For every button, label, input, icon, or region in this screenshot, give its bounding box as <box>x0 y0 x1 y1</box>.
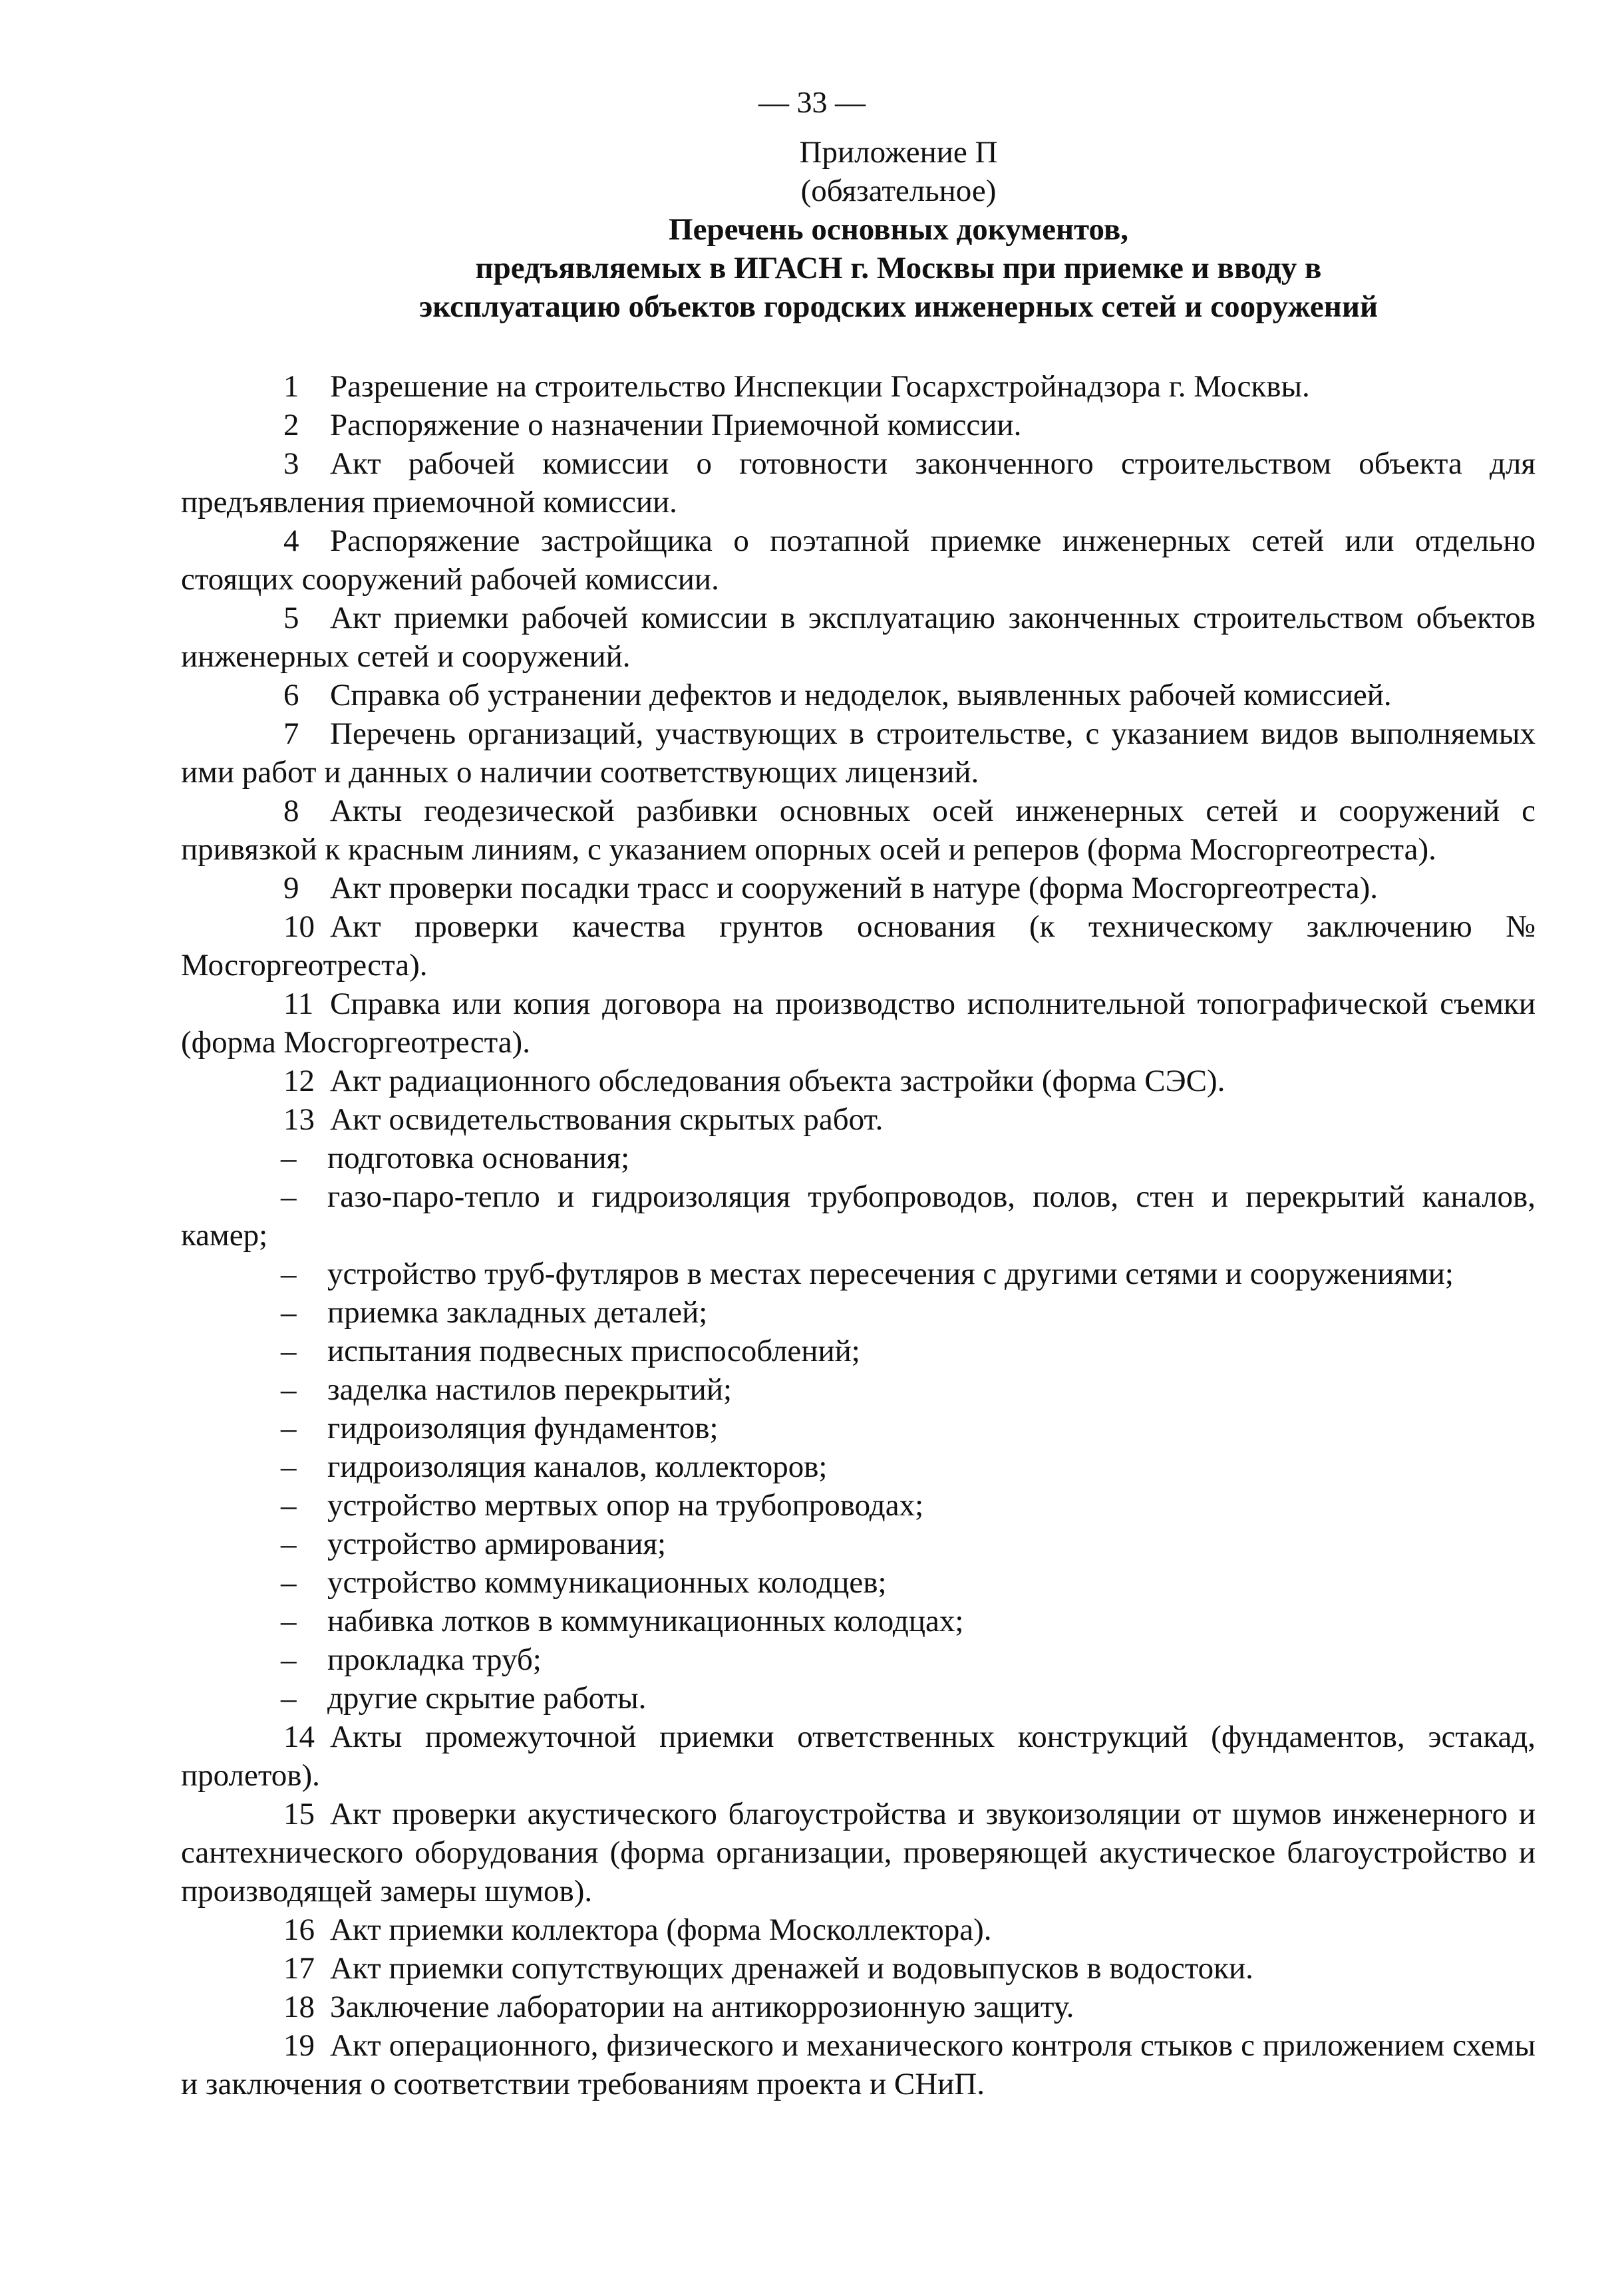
document-title-line-3: эксплуатацию объектов городских инженерных сетей и сооружений <box>418 289 1379 324</box>
dash-marker: – <box>281 1179 297 1214</box>
item-number: 1 <box>283 369 299 404</box>
item-text: Заключение лаборатории на антикоррозионную защиту. <box>330 1990 1074 2024</box>
subitem-text: гидроизоляция фундаментов; <box>327 1411 719 1446</box>
item-number: 2 <box>283 408 299 442</box>
item-number: 5 <box>283 601 299 635</box>
item-text: Распоряжение застройщика о поэтапной приемке инженерных сетей или отдельно стоящих сооружений рабочей комиссии. <box>181 524 1536 597</box>
subitem-5 <box>181 1332 1536 1370</box>
item-number: 6 <box>283 678 299 712</box>
item-text: Справка об устранении дефектов и недоделок, выявленных рабочей комиссией. <box>330 678 1392 712</box>
item-number: 13 <box>283 1102 315 1137</box>
dash-marker: – <box>281 1450 297 1484</box>
dash-marker: – <box>281 1681 297 1716</box>
item-number: 7 <box>283 716 299 751</box>
item-number: 18 <box>283 1990 315 2024</box>
list-item-12 <box>181 1062 1536 1100</box>
item-text: Справка или копия договора на производство исполнительной топографической съемки (форма Мосгоргеотреста). <box>181 987 1536 1060</box>
list-item-16 <box>181 1911 1536 1949</box>
subitem-13 <box>181 1640 1536 1679</box>
item-text: Перечень организаций, участвующих в строительстве, с указанием видов выполняемых ими работ и данных о наличии соответствующих лицензий. <box>181 716 1536 790</box>
subitem-text: гидроизоляция каналов, коллекторов; <box>327 1450 828 1484</box>
appendix-label: Приложение П <box>799 135 998 170</box>
list-item-11 <box>181 985 1536 1062</box>
item-text: Распоряжение о назначении Приемочной комиссии. <box>330 408 1022 442</box>
list-item-15 <box>181 1795 1536 1911</box>
dash-marker: – <box>281 1334 297 1368</box>
list-item-19 <box>181 2026 1536 2103</box>
item-text: Акт освидетельствования скрытых работ. <box>330 1102 884 1137</box>
subitem-text: газо-паро-тепло и гидроизоляция трубопроводов, полов, стен и перекрытий каналов, камер; <box>181 1179 1536 1253</box>
item-text: Акт приемки коллектора (форма Москоллектора). <box>330 1912 992 1947</box>
item-number: 12 <box>283 1064 315 1098</box>
dash-marker: – <box>281 1488 297 1523</box>
item-number: 9 <box>283 871 299 905</box>
list-item-4 <box>181 522 1536 599</box>
document-list <box>181 367 1536 2103</box>
page-number: — 33 — <box>758 85 866 119</box>
subitem-8 <box>181 1448 1536 1486</box>
subitem-7 <box>181 1409 1536 1448</box>
item-text: Акт операционного, физического и механического контроля стыков с приложением схемы и заключения о соответствии требованиям проекта и СНиП. <box>181 2028 1536 2101</box>
list-item-1 <box>181 367 1536 406</box>
list-item-13 <box>181 1100 1536 1139</box>
subitem-text: устройство армирования; <box>327 1527 667 1561</box>
list-item-5 <box>181 599 1536 676</box>
item-number: 14 <box>283 1720 315 1754</box>
item-text: Разрешение на строительство Инспекции Госархстройнадзора г. Москвы. <box>330 369 1310 404</box>
item-number: 10 <box>283 909 315 944</box>
appendix-heading <box>0 133 1624 326</box>
item-text: Акт проверки качества грунтов основания (к техническому заключению № Мосгоргеотреста). <box>181 909 1536 983</box>
list-item-9 <box>181 869 1536 907</box>
subitem-11 <box>181 1563 1536 1602</box>
subitem-14 <box>181 1679 1536 1718</box>
item-number: 11 <box>283 987 314 1021</box>
appendix-status: (обязательное) <box>800 174 997 208</box>
subitem-text: заделка настилов перекрытий; <box>327 1372 732 1407</box>
subitem-text: устройство коммуникационных колодцев; <box>327 1565 887 1600</box>
list-item-8 <box>181 792 1536 869</box>
subitem-2 <box>181 1177 1536 1255</box>
dash-marker: – <box>281 1527 297 1561</box>
dash-marker: – <box>281 1257 297 1291</box>
list-item-18 <box>181 1988 1536 2026</box>
subitem-9 <box>181 1486 1536 1525</box>
subitem-12 <box>181 1602 1536 1640</box>
subitem-text: прокладка труб; <box>327 1642 542 1677</box>
subitem-text: устройство мертвых опор на трубопроводах; <box>327 1488 924 1523</box>
item-text: Акт проверки акустического благоустройства и звукоизоляции от шумов инженерного и сантехнического оборудования (форма организации, проверяющей акустическое благоустройство и производящей замеры шумов). <box>181 1797 1536 1909</box>
dash-marker: – <box>281 1141 297 1175</box>
subitem-text: набивка лотков в коммуникационных колодцах; <box>327 1604 964 1638</box>
item-number: 17 <box>283 1951 315 1986</box>
list-item-2 <box>181 406 1536 444</box>
subitem-10 <box>181 1525 1536 1563</box>
item-text: Акт приемки рабочей комиссии в эксплуатацию законченных строительством объектов инженерных сетей и сооружений. <box>181 601 1536 674</box>
subitem-text: испытания подвесных приспособлений; <box>327 1334 860 1368</box>
item-number: 19 <box>283 2028 315 2063</box>
dash-marker: – <box>281 1411 297 1446</box>
subitem-text: приемка закладных деталей; <box>327 1295 708 1330</box>
item-text: Акт рабочей комиссии о готовности законченного строительством объекта для предъявления приемочной комиссии. <box>181 446 1536 520</box>
subitem-text: устройство труб-футляров в местах пересечения с другими сетями и сооружениями; <box>327 1257 1454 1291</box>
item-number: 3 <box>283 446 299 481</box>
item-text: Акты геодезической разбивки основных осей инженерных сетей и сооружений с привязкой к красным линиям, с указанием опорных осей и реперов (форма Мосгоргеотреста). <box>181 794 1536 867</box>
list-item-17 <box>181 1949 1536 1988</box>
dash-marker: – <box>281 1604 297 1638</box>
item-number: 4 <box>283 524 299 558</box>
item-number: 15 <box>283 1797 315 1831</box>
dash-marker: – <box>281 1372 297 1407</box>
list-item-6 <box>181 676 1536 714</box>
dash-marker: – <box>281 1295 297 1330</box>
item-text: Акт радиационного обследования объекта застройки (форма СЭС). <box>330 1064 1225 1098</box>
item-text: Акт приемки сопутствующих дренажей и водовыпусков в водостоки. <box>330 1951 1253 1986</box>
document-title-line-1: Перечень основных документов, <box>669 212 1128 247</box>
list-item-10 <box>181 907 1536 985</box>
dash-marker: – <box>281 1565 297 1600</box>
subitem-text: подготовка основания; <box>327 1141 630 1175</box>
subitem-4 <box>181 1293 1536 1332</box>
subitem-6 <box>181 1370 1536 1409</box>
list-item-3 <box>181 444 1536 522</box>
item-number: 8 <box>283 794 299 828</box>
item-number: 16 <box>283 1912 315 1947</box>
subitem-text: другие скрытие работы. <box>327 1681 647 1716</box>
dash-marker: – <box>281 1642 297 1677</box>
list-item-7 <box>181 714 1536 792</box>
subitem-3 <box>181 1255 1536 1293</box>
list-item-14 <box>181 1718 1536 1795</box>
item-text: Акты промежуточной приемки ответственных конструкций (фундаментов, эстакад, пролетов). <box>181 1720 1536 1793</box>
item-text: Акт проверки посадки трасс и сооружений в натуре (форма Мосгоргеотреста). <box>330 871 1379 905</box>
document-title-line-2: предъявляемых в ИГАСН г. Москвы при приемке и вводу в <box>475 251 1322 285</box>
subitem-1 <box>181 1139 1536 1177</box>
